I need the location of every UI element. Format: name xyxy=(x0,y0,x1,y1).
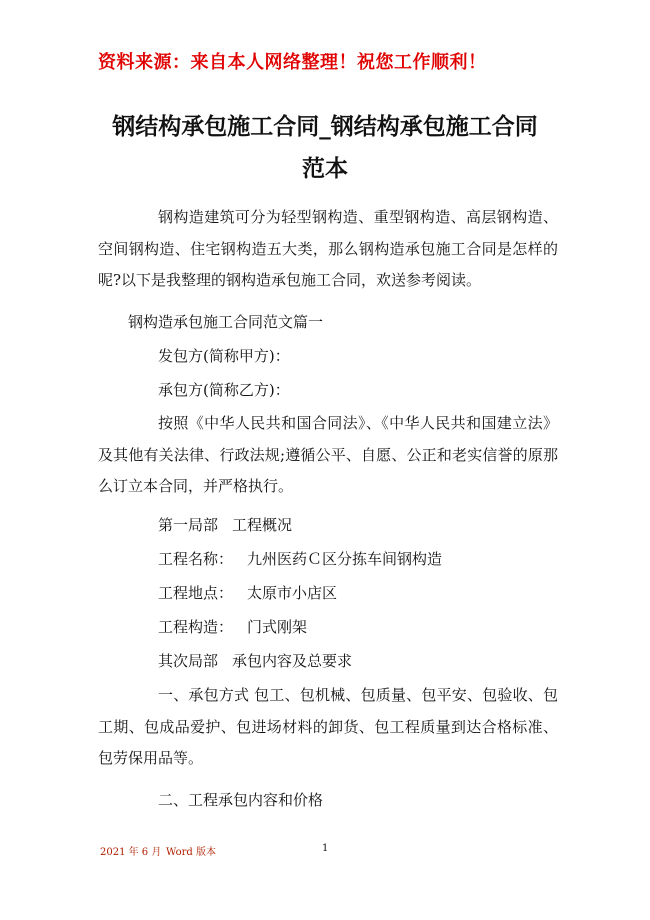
project-structure-value: 门式刚架 xyxy=(247,618,308,636)
project-structure-label: 工程构造： xyxy=(158,618,234,636)
part-2-heading xyxy=(158,651,352,671)
party-a-line: 发包方(简称甲方)： xyxy=(158,347,290,365)
project-name-label: 工程名称： xyxy=(158,550,234,568)
part-1-heading xyxy=(158,515,292,535)
document-title-line-1: 钢结构承包施工合同_钢结构承包施工合同 xyxy=(112,113,538,140)
contract-method-paragraph: 一、承包方式 包工、包机械、包质量、包平安、包验收、包工期、包成品爱护、包进场材料的卸货、包工程质量到达合格标准、包劳保用品等。 xyxy=(98,686,558,767)
project-structure-row xyxy=(158,617,307,637)
section-title: 钢构造承包施工合同范文篇一 xyxy=(128,313,324,331)
page-number: 1 xyxy=(322,843,329,854)
project-name-value: 九州医药Ｃ区分拣车间钢构造 xyxy=(247,550,443,568)
basis-paragraph: 按照《中华人民共和国合同法》、《中华人民共和国建立法》及其他有关法律、行政法规;遵循公平、自愿、公正和老实信誉的原那么订立本合同，并严格执行。 xyxy=(98,414,558,495)
part-1-title: 工程概况 xyxy=(232,516,293,534)
party-b-line: 承包方(简称乙方)： xyxy=(158,381,290,399)
document-title-line-2: 范本 xyxy=(302,155,348,182)
part-2-title: 承包内容及总要求 xyxy=(232,652,353,670)
project-location-value: 太原市小店区 xyxy=(247,584,338,602)
source-banner: 资料来源：来自本人网络整理！祝您工作顺利！ xyxy=(98,52,487,73)
footer-edition: Word 版本 xyxy=(166,847,216,858)
footer-date: 2021 年 6 月 xyxy=(100,847,162,858)
project-name-row xyxy=(158,549,442,569)
part-1-label: 第一局部 xyxy=(158,516,219,534)
part-2-label: 其次局部 xyxy=(158,652,219,670)
intro-paragraph: 钢构造建筑可分为轻型钢构造、重型钢构造、高层钢构造、空间钢构造、住宅钢构造五大类，那么钢构造承包施工合同是怎样的呢?以下是我整理的钢构造承包施工合同，欢送参考阅读。 xyxy=(98,208,558,289)
contract-scope-heading: 二、工程承包内容和价格 xyxy=(158,791,324,809)
project-location-label: 工程地点： xyxy=(158,584,234,602)
project-location-row xyxy=(158,583,337,603)
